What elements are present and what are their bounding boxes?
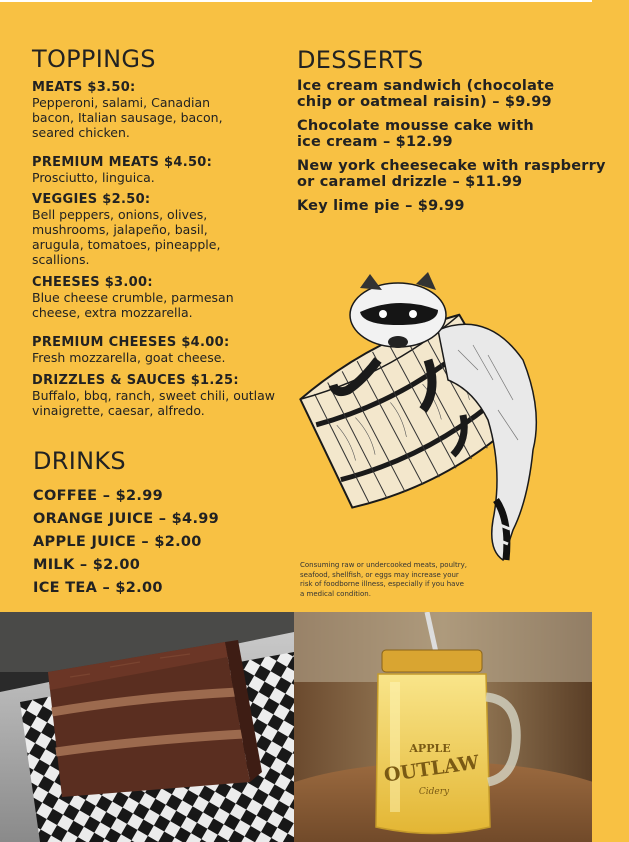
desserts-list xyxy=(297,78,623,222)
disclaimer-line: Consuming raw or undercooked meats, poultry, xyxy=(300,561,467,569)
jar-label-line1: APPLE xyxy=(409,742,451,755)
drink-item: ORANGE JUICE – $4.99 xyxy=(33,511,220,527)
topping-desc-line: seared chicken. xyxy=(32,125,130,140)
disclaimer-line: a medical condition. xyxy=(300,589,371,598)
dessert-item xyxy=(297,198,623,214)
topping-desc-line: Blue cheese crumble, parmesan xyxy=(32,290,234,305)
dessert-line: ice cream – $12.99 xyxy=(297,134,453,150)
topping-group xyxy=(32,275,294,320)
topping-label: MEATS $3.50: xyxy=(32,80,136,95)
drink-item: COFFEE – $2.99 xyxy=(33,488,163,504)
topping-group xyxy=(32,192,294,267)
dessert-line: Key lime pie – $9.99 xyxy=(297,198,465,214)
topping-desc-line: Buffalo, bbq, ranch, sweet chili, outlaw xyxy=(32,388,276,403)
cider-mason-jar-photo xyxy=(294,612,592,842)
dessert-item xyxy=(297,118,623,150)
toppings-list xyxy=(32,80,294,424)
raccoon-barrel-illustration xyxy=(288,270,550,570)
topping-label: PREMIUM CHEESES $4.00: xyxy=(32,335,230,350)
topping-desc-line: arugula, tomatoes, pineapple, xyxy=(32,237,221,252)
topping-label: DRIZZLES & SAUCES $1.25: xyxy=(32,373,239,388)
topping-label: VEGGIES $2.50: xyxy=(32,192,151,207)
drink-item: MILK – $2.00 xyxy=(33,557,141,573)
toppings-heading: TOPPINGS xyxy=(32,45,156,73)
dessert-line: chip or oatmeal raisin) – $9.99 xyxy=(297,94,552,110)
topping-desc-line: Prosciutto, linguica. xyxy=(32,170,155,185)
drink-item: APPLE JUICE – $2.00 xyxy=(33,534,202,550)
disclaimer-line: seafood, shellfish, or eggs may increase your xyxy=(300,570,459,579)
chocolate-cake-photo xyxy=(0,612,294,842)
topping-desc-line: Pepperoni, salami, Canadian xyxy=(32,95,211,110)
topping-desc-line: bacon, Italian sausage, bacon, xyxy=(32,110,223,125)
topping-group xyxy=(32,335,294,365)
topping-desc-line: mushrooms, jalapeño, basil, xyxy=(32,222,208,237)
topping-desc-line: cheese, extra mozzarella. xyxy=(32,305,193,320)
drink-item: ICE TEA – $2.00 xyxy=(33,580,163,596)
disclaimer-line: risk of foodborne illness, especially if you have xyxy=(300,580,464,588)
dessert-line: New york cheesecake with raspberry xyxy=(297,158,606,174)
drinks-list xyxy=(33,485,219,600)
dessert-item xyxy=(297,158,623,190)
desserts-heading: DESSERTS xyxy=(297,46,424,74)
jar-label-line3: Cidery xyxy=(418,787,450,797)
topping-label: CHEESES $3.00: xyxy=(32,275,153,290)
food-safety-disclaimer xyxy=(300,561,490,599)
dessert-item xyxy=(297,78,623,110)
topping-group xyxy=(32,80,294,140)
dessert-line: Ice cream sandwich (chocolate xyxy=(297,78,555,94)
top-border xyxy=(0,0,592,2)
dessert-line: or caramel drizzle – $11.99 xyxy=(297,174,523,190)
jar-label-line2: OUTLAW xyxy=(382,751,481,787)
topping-group xyxy=(32,373,294,418)
dessert-line: Chocolate mousse cake with xyxy=(297,118,534,134)
topping-desc-line: Fresh mozzarella, goat cheese. xyxy=(32,350,226,365)
topping-desc-line: vinaigrette, caesar, alfredo. xyxy=(32,403,205,418)
drinks-heading: DRINKS xyxy=(33,447,126,475)
topping-desc-line: scallions. xyxy=(32,252,90,267)
topping-desc-line: Bell peppers, onions, olives, xyxy=(32,207,208,222)
topping-group xyxy=(32,155,294,185)
topping-label: PREMIUM MEATS $4.50: xyxy=(32,155,213,170)
